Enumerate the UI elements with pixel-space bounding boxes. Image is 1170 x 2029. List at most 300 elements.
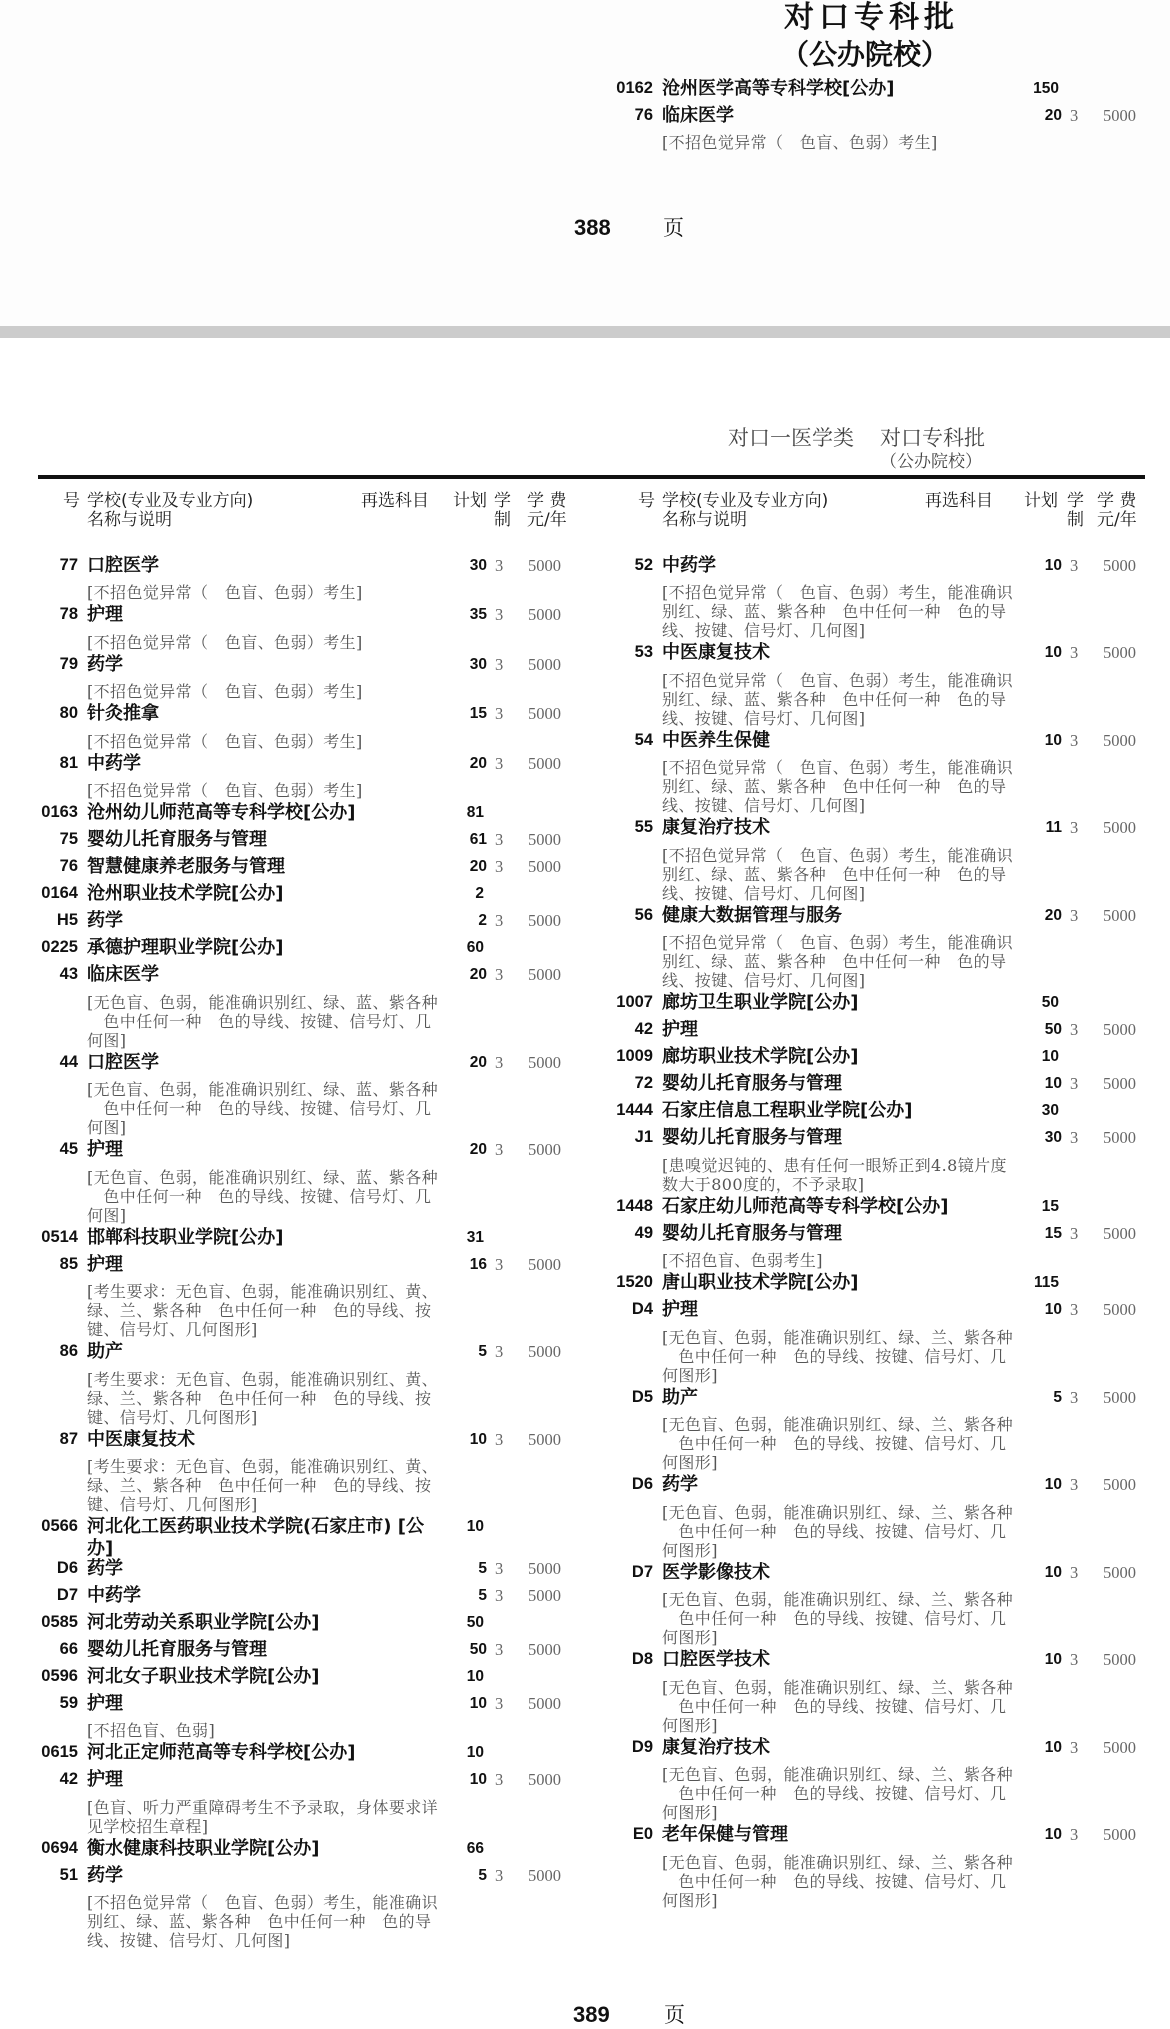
school-row: [575, 1193, 1150, 1220]
major-row: [0, 1426, 575, 1514]
requirement-note: [0, 988, 575, 1049]
note-line: 线、按键、信号灯、几何图]: [662, 971, 866, 990]
tuition-fee: 5000: [1103, 1223, 1136, 1243]
school-line: [0, 880, 575, 907]
tuition-fee: 5000: [528, 857, 561, 876]
study-years: 3: [1070, 818, 1079, 837]
note-line: 见学校招生章程]: [87, 1816, 209, 1836]
school-name: 河北正定师范高等专科学校[公办]: [87, 1742, 356, 1763]
plan-count: 10: [466, 1744, 484, 1761]
running-header-batch: 对口专科批: [880, 426, 985, 450]
major-line: [0, 1338, 575, 1365]
school-line: [0, 1835, 575, 1862]
requirement-note: [0, 727, 575, 750]
study-years: 3: [1070, 643, 1079, 662]
major-code: 85: [59, 1254, 78, 1273]
school-code: 0225: [41, 938, 78, 956]
header-years: 学: [1067, 490, 1084, 511]
major-row: [0, 1136, 575, 1224]
study-years: 3: [495, 654, 504, 674]
school-name: 河北化工医药职业技术学院(石家庄市) [公: [87, 1516, 424, 1537]
plan-count: 50: [466, 1613, 484, 1631]
major-line: [0, 853, 575, 880]
page-number: 388: [574, 215, 611, 240]
study-years: 3: [495, 1558, 504, 1578]
school-name: 廊坊职业技术学院[公办]: [662, 1046, 859, 1067]
plan-count: 10: [466, 1667, 484, 1685]
page-suffix: 页: [663, 216, 684, 240]
plan-count: 20: [1044, 106, 1062, 124]
major-line: [0, 907, 575, 934]
major-code: 45: [59, 1140, 78, 1158]
requirement-note: [0, 1076, 575, 1137]
page-number: 389: [573, 2002, 610, 2027]
header-plan: 计划: [1024, 490, 1058, 511]
school-code: 0163: [41, 803, 78, 821]
plan-count: 2: [478, 912, 487, 929]
note-line: [不招色觉异常（ 色盲、色弱）考生]: [87, 632, 363, 652]
major-line: [0, 1426, 575, 1453]
school-code: 1444: [616, 1101, 653, 1119]
major-row: [0, 907, 575, 934]
major-row: [575, 1646, 1150, 1734]
note-line: 何图]: [87, 1205, 127, 1225]
major-name: 护理: [87, 1692, 123, 1714]
major-code: 77: [59, 555, 78, 574]
study-years: 3: [495, 704, 504, 723]
study-years: 3: [495, 830, 504, 849]
note-line: 何图形]: [662, 1628, 718, 1647]
tuition-fee: 5000: [1103, 905, 1136, 925]
major-name: 婴幼儿托育服务与管理: [662, 1127, 842, 1148]
note-line: [无色盲、色弱，能准确识别红、绿、兰、紫各种: [662, 1852, 1014, 1872]
note-line: [无色盲、色弱，能准确识别红、绿、兰、紫各种: [662, 1502, 1014, 1522]
requirement-note: [0, 1889, 575, 1950]
header-fee-sub: 元/年: [1097, 509, 1137, 530]
study-years: 3: [1070, 105, 1079, 125]
study-years: 3: [495, 1254, 504, 1274]
note-line: 何图形]: [662, 1365, 718, 1385]
plan-count: 10: [1044, 1651, 1062, 1668]
major-line: [575, 727, 1150, 754]
major-line: [575, 1296, 1150, 1323]
note-line: 色中任何一种 色的导线、按键、信号灯、几: [662, 1696, 1007, 1716]
major-name: 中医康复技术: [87, 1428, 195, 1450]
requirement-note: [575, 1848, 1150, 1909]
major-row: [575, 814, 1150, 902]
major-row: [0, 700, 575, 750]
major-line: [575, 1646, 1150, 1673]
study-years: 3: [495, 1865, 504, 1885]
school-code: 0585: [41, 1612, 78, 1631]
tuition-fee: 5000: [1103, 1020, 1136, 1039]
major-row: [575, 639, 1150, 727]
major-line: [575, 1016, 1150, 1043]
major-row: [575, 552, 1150, 640]
major-name: 助产: [87, 1341, 123, 1362]
plan-count: 5: [478, 1343, 487, 1360]
major-code: D7: [56, 1585, 78, 1604]
header-years: 学: [494, 490, 511, 511]
plan-count: 10: [469, 1771, 487, 1788]
major-name: 临床医学: [662, 104, 734, 126]
plan-count: 20: [469, 858, 487, 875]
header-plan: 计划: [453, 490, 487, 511]
study-years: 3: [1070, 1650, 1079, 1669]
major-line: [0, 1136, 575, 1163]
major-code: 42: [59, 1770, 78, 1788]
major-row: [0, 1582, 575, 1609]
school-line: [0, 799, 575, 826]
major-code: D6: [56, 1558, 78, 1577]
note-line: [不招色觉异常（ 色盲、色弱）考生]: [87, 731, 363, 751]
plan-count: 115: [1033, 1274, 1059, 1291]
major-name: 护理: [87, 1769, 123, 1790]
note-line: [无色盲、色弱，能准确识别红、绿、兰、紫各种: [662, 1327, 1014, 1347]
school-name: 承德护理职业学院[公办]: [87, 937, 284, 958]
note-line: [考生要求：无色盲、色弱，能准确识别红、黄、: [87, 1282, 439, 1301]
school-code: 0694: [41, 1838, 78, 1857]
note-line: 何图形]: [662, 1540, 718, 1560]
school-name: 沧州医学高等专科学校[公办]: [662, 77, 895, 99]
major-line: [575, 1559, 1150, 1586]
major-row: [0, 1862, 575, 1950]
note-line: [无色盲、色弱，能准确识别红、绿、蓝、紫各种: [87, 1167, 439, 1187]
tuition-fee: 5000: [1103, 1387, 1136, 1407]
major-name: 针灸推拿: [87, 703, 159, 724]
study-years: 3: [495, 857, 504, 876]
note-line: [不招色觉异常（ 色盲、色弱）考生]: [87, 781, 363, 800]
requirement-note: [0, 628, 575, 651]
note-line: 色中任何一种 色的导线、按键、信号灯、几: [662, 1609, 1007, 1628]
major-row: [0, 1690, 575, 1740]
plan-count: 10: [1044, 1826, 1062, 1843]
note-line: 何图形]: [662, 1453, 718, 1472]
requirement-note: [0, 678, 575, 701]
note-line: [不招色盲、色弱考生]: [662, 1251, 823, 1270]
requirement-note: [0, 1793, 575, 1835]
major-line: [575, 1070, 1150, 1097]
major-name: 医学影像技术: [662, 1561, 770, 1583]
note-line: 别红、绿、蓝、紫各种 色中任何一种 色的导: [662, 864, 1007, 884]
major-line: [575, 902, 1150, 929]
note-line: [无色盲、色弱，能准确识别红、绿、兰、紫各种: [662, 1677, 1014, 1697]
study-years: 3: [1070, 1562, 1079, 1582]
running-header-category: 对口一医学类: [728, 426, 854, 450]
note-line: 绿、兰、紫各种 色中任何一种 色的导线、按: [87, 1476, 432, 1495]
plan-count: 50: [469, 1640, 487, 1658]
left-column: [0, 552, 575, 1950]
school-row: [0, 1739, 575, 1766]
major-line: [575, 552, 1150, 579]
header-reselect: 再选科目: [925, 490, 993, 511]
school-row: [0, 934, 575, 961]
requirement-note: [575, 1247, 1150, 1270]
major-row: [0, 552, 575, 602]
school-name: 河北女子职业技术学院[公办]: [87, 1665, 320, 1687]
major-code: 43: [59, 965, 78, 983]
major-name: 口腔医学技术: [662, 1649, 770, 1670]
major-line: [0, 651, 575, 678]
major-name: 智慧健康养老服务与管理: [87, 856, 285, 877]
tuition-fee: 5000: [528, 1585, 561, 1605]
note-line: [考生要求：无色盲、色弱，能准确识别红、黄、: [87, 1457, 439, 1476]
major-row: [0, 651, 575, 701]
note-line: 色中任何一种 色的导线、按键、信号灯、几: [87, 1099, 432, 1118]
plan-count: 81: [466, 804, 484, 821]
major-name: 婴幼儿托育服务与管理: [662, 1073, 842, 1094]
requirement-note: [575, 841, 1150, 902]
plan-count: 30: [469, 655, 487, 673]
plan-count: 5: [478, 1586, 487, 1604]
major-line: [575, 1220, 1150, 1247]
major-name: 健康大数据管理与服务: [662, 904, 842, 926]
note-line: 色中任何一种 色的导线、按键、信号灯、几: [662, 1521, 1007, 1541]
school-name-continued: 办]: [87, 1538, 114, 1559]
note-line: 何图]: [87, 1030, 127, 1050]
study-years: 3: [1070, 730, 1079, 750]
major-line: [0, 1582, 575, 1609]
major-line: [0, 1555, 575, 1582]
major-row: [0, 1636, 575, 1663]
major-name: 护理: [87, 1139, 123, 1160]
major-code: 42: [634, 1020, 653, 1038]
plan-count: 35: [469, 606, 487, 623]
study-years: 3: [1070, 1387, 1079, 1407]
major-name: 临床医学: [87, 964, 159, 985]
major-line: [0, 826, 575, 853]
major-code: 56: [634, 905, 653, 924]
major-name: 口腔医学: [87, 1051, 159, 1073]
school-name: 唐山职业技术学院[公办]: [662, 1272, 859, 1293]
plan-count: 5: [478, 1866, 487, 1884]
school-name: 石家庄信息工程职业学院[公办]: [662, 1100, 913, 1121]
table-header-right: [575, 0, 1150, 540]
major-name: 婴幼儿托育服务与管理: [87, 829, 267, 850]
major-line: [575, 814, 1150, 841]
major-line: [0, 552, 575, 579]
school-name: 衡水健康科技职业学院[公办]: [87, 1837, 320, 1859]
plan-count: 20: [469, 1053, 487, 1071]
major-row: [0, 1555, 575, 1582]
tuition-fee: 5000: [1103, 730, 1136, 750]
note-line: [不招色盲、色弱]: [87, 1721, 216, 1740]
major-row: [0, 1766, 575, 1835]
school-code: 0162: [616, 78, 653, 97]
major-code: 49: [634, 1223, 653, 1242]
major-code: 52: [634, 555, 653, 574]
header-fee-sub: 元/年: [527, 509, 567, 530]
requirement-note: [575, 1151, 1150, 1193]
study-years: 3: [1070, 1475, 1079, 1494]
note-line: 键、信号灯、几何图形]: [87, 1495, 258, 1514]
plan-count: 10: [1044, 556, 1062, 574]
school-name: 沧州幼儿师范高等专科学校[公办]: [87, 802, 356, 823]
major-row: [575, 1471, 1150, 1559]
note-line: 色中任何一种 色的导线、按键、信号灯、几: [87, 1011, 432, 1031]
note-line: 别红、绿、蓝、紫各种 色中任何一种 色的导: [87, 1912, 432, 1931]
school-row: [0, 799, 575, 826]
note-line: 色中任何一种 色的导线、按键、信号灯、几: [87, 1186, 432, 1206]
plan-count: 10: [1044, 1738, 1062, 1756]
note-line: 别红、绿、蓝、紫各种 色中任何一种 色的导: [662, 777, 1007, 796]
note-line: [无色盲、色弱，能准确识别红、绿、蓝、紫各种: [87, 992, 439, 1012]
tuition-fee: 5000: [1103, 1300, 1136, 1319]
major-code: D5: [631, 1387, 653, 1406]
school-name: 廊坊卫生职业学院[公办]: [662, 992, 859, 1013]
requirement-note: [575, 1323, 1150, 1384]
major-row: [0, 1251, 575, 1339]
header-fee: 学 费: [1097, 490, 1137, 511]
tuition-fee: 5000: [528, 555, 561, 575]
note-line: 别红、绿、蓝、紫各种 色中任何一种 色的导: [662, 602, 1007, 621]
note-line: 何图形]: [662, 1890, 718, 1910]
school-line: [0, 1224, 575, 1251]
requirement-note: [575, 579, 1150, 640]
plan-count: 30: [1041, 1102, 1059, 1119]
header-code: 号: [63, 490, 80, 511]
plan-count: 31: [466, 1228, 484, 1246]
school-code: 0615: [41, 1743, 78, 1761]
note-line: [不招色觉异常（ 色盲、色弱）考生，能准确识: [662, 758, 1014, 777]
school-code: 1007: [616, 993, 653, 1011]
header-years-sub: 制: [494, 509, 511, 530]
major-line: [0, 601, 575, 628]
major-code: 44: [59, 1052, 78, 1071]
note-line: [不招色觉异常（ 色盲、色弱）考生]: [87, 583, 363, 602]
major-name: 护理: [662, 1019, 698, 1040]
tuition-fee: 5000: [1103, 1650, 1136, 1669]
tuition-fee: 5000: [528, 830, 561, 849]
major-row: [0, 601, 575, 651]
note-line: 色中任何一种 色的导线、按键、信号灯、几: [662, 1434, 1007, 1453]
tuition-fee: 5000: [528, 753, 561, 773]
plan-count: 5: [1053, 1388, 1062, 1406]
major-line: [575, 1384, 1150, 1411]
plan-count: 50: [1044, 1021, 1062, 1038]
plan-count: 16: [469, 1255, 487, 1273]
note-line: 别红、绿、蓝、紫各种 色中任何一种 色的导: [662, 952, 1007, 971]
tuition-fee: 5000: [1103, 1128, 1136, 1147]
tuition-fee: 5000: [528, 1770, 561, 1789]
running-header-batch-note: （公办院校）: [880, 452, 982, 472]
school-code: 1448: [616, 1196, 653, 1215]
note-line: [色盲、听力严重障碍考生不予录取，身体要求详: [87, 1797, 439, 1817]
major-line: [0, 1862, 575, 1889]
plan-count: 10: [1044, 1075, 1062, 1092]
study-years: 3: [1070, 1300, 1079, 1319]
school-row: [575, 1269, 1150, 1296]
major-name: 护理: [662, 1299, 698, 1320]
major-name: 婴幼儿托育服务与管理: [662, 1222, 842, 1244]
major-name: 助产: [662, 1386, 698, 1408]
major-name: 药学: [87, 1557, 123, 1579]
note-line: 别红、绿、蓝、紫各种 色中任何一种 色的导: [662, 689, 1007, 709]
study-years: 3: [495, 1639, 504, 1659]
major-name: 药学: [87, 1864, 123, 1886]
school-code: 0596: [41, 1666, 78, 1685]
major-row: [0, 961, 575, 1049]
plan-count: 5: [478, 1559, 487, 1577]
note-line: 何图形]: [662, 1715, 718, 1735]
major-code: 54: [634, 730, 653, 749]
note-line: 绿、兰、紫各种 色中任何一种 色的导线、按: [87, 1388, 432, 1408]
study-years: 3: [1070, 1737, 1079, 1757]
study-years: 3: [1070, 1074, 1079, 1093]
note-line: 线、按键、信号灯、几何图]: [662, 883, 866, 903]
plan-count: 10: [1041, 1048, 1059, 1065]
school-name: 河北劳动关系职业学院[公办]: [87, 1611, 320, 1633]
major-code: 76: [59, 857, 78, 875]
header-name-sub: 名称与说明: [87, 509, 172, 530]
plan-count: 20: [469, 1141, 487, 1158]
tuition-fee: 5000: [528, 1639, 561, 1659]
major-row: [575, 1821, 1150, 1909]
study-years: 3: [1070, 1825, 1079, 1844]
note-line: [不招色觉异常（ 色盲、色弱）考生，能准确识: [87, 1893, 439, 1912]
note-line: [患嗅觉迟钝的、患有任何一眼矫正到4.8镜片度: [662, 1155, 1007, 1175]
note-line: 线、按键、信号灯、几何图]: [87, 1931, 291, 1950]
requirement-note: [575, 929, 1150, 990]
major-code: 81: [59, 753, 78, 772]
major-row: [575, 1296, 1150, 1384]
tuition-fee: 5000: [528, 1254, 561, 1274]
plan-count: 11: [1045, 819, 1062, 836]
school-code: 1520: [616, 1273, 653, 1291]
major-code: 59: [59, 1693, 78, 1712]
study-years: 3: [495, 1052, 504, 1072]
study-years: 3: [495, 1770, 504, 1789]
requirement-note: [0, 1163, 575, 1224]
note-line: 色中任何一种 色的导线、按键、信号灯、几: [662, 1346, 1007, 1366]
note-line: 何图]: [87, 1118, 127, 1137]
major-row: [575, 1559, 1150, 1647]
major-code: 72: [634, 1074, 653, 1092]
requirement-note: [575, 1498, 1150, 1559]
study-years: 3: [495, 965, 504, 984]
school-row: [0, 1609, 575, 1636]
requirement-note: [0, 1453, 575, 1514]
major-row: [575, 1734, 1150, 1822]
school-line: [575, 989, 1150, 1016]
note-line: [不招色觉异常（ 色盲、色弱）考生，能准确识: [662, 845, 1014, 865]
study-years: 3: [495, 1140, 504, 1159]
header-name: 学校(专业及专业方向): [662, 490, 829, 511]
major-name: 老年保健与管理: [662, 1824, 788, 1845]
major-row: [0, 1049, 575, 1137]
tuition-fee: 5000: [528, 704, 561, 723]
note-line: 线、按键、信号灯、几何图]: [662, 796, 866, 815]
major-line: [575, 639, 1150, 666]
school-code: 0514: [41, 1227, 78, 1246]
school-row: [0, 880, 575, 907]
major-name: 口腔医学: [87, 554, 159, 576]
major-code: D7: [631, 1562, 653, 1581]
major-row: [575, 1220, 1150, 1270]
major-code: 79: [59, 654, 78, 673]
tuition-fee: 5000: [1103, 105, 1136, 125]
major-name: 中药学: [87, 752, 141, 774]
note-line: [考生要求：无色盲、色弱，能准确识别红、黄、: [87, 1369, 439, 1389]
major-code: 87: [59, 1429, 78, 1448]
note-line: [不招色觉异常（ 色盲、色弱）考生，能准确识: [662, 933, 1014, 952]
study-years: 3: [495, 1429, 504, 1449]
school-name: 沧州职业技术学院[公办]: [87, 883, 284, 904]
major-line: [0, 750, 575, 777]
tuition-fee: 5000: [1103, 1825, 1136, 1844]
requirement-note: [575, 1586, 1150, 1647]
plan-count: 20: [469, 754, 487, 772]
